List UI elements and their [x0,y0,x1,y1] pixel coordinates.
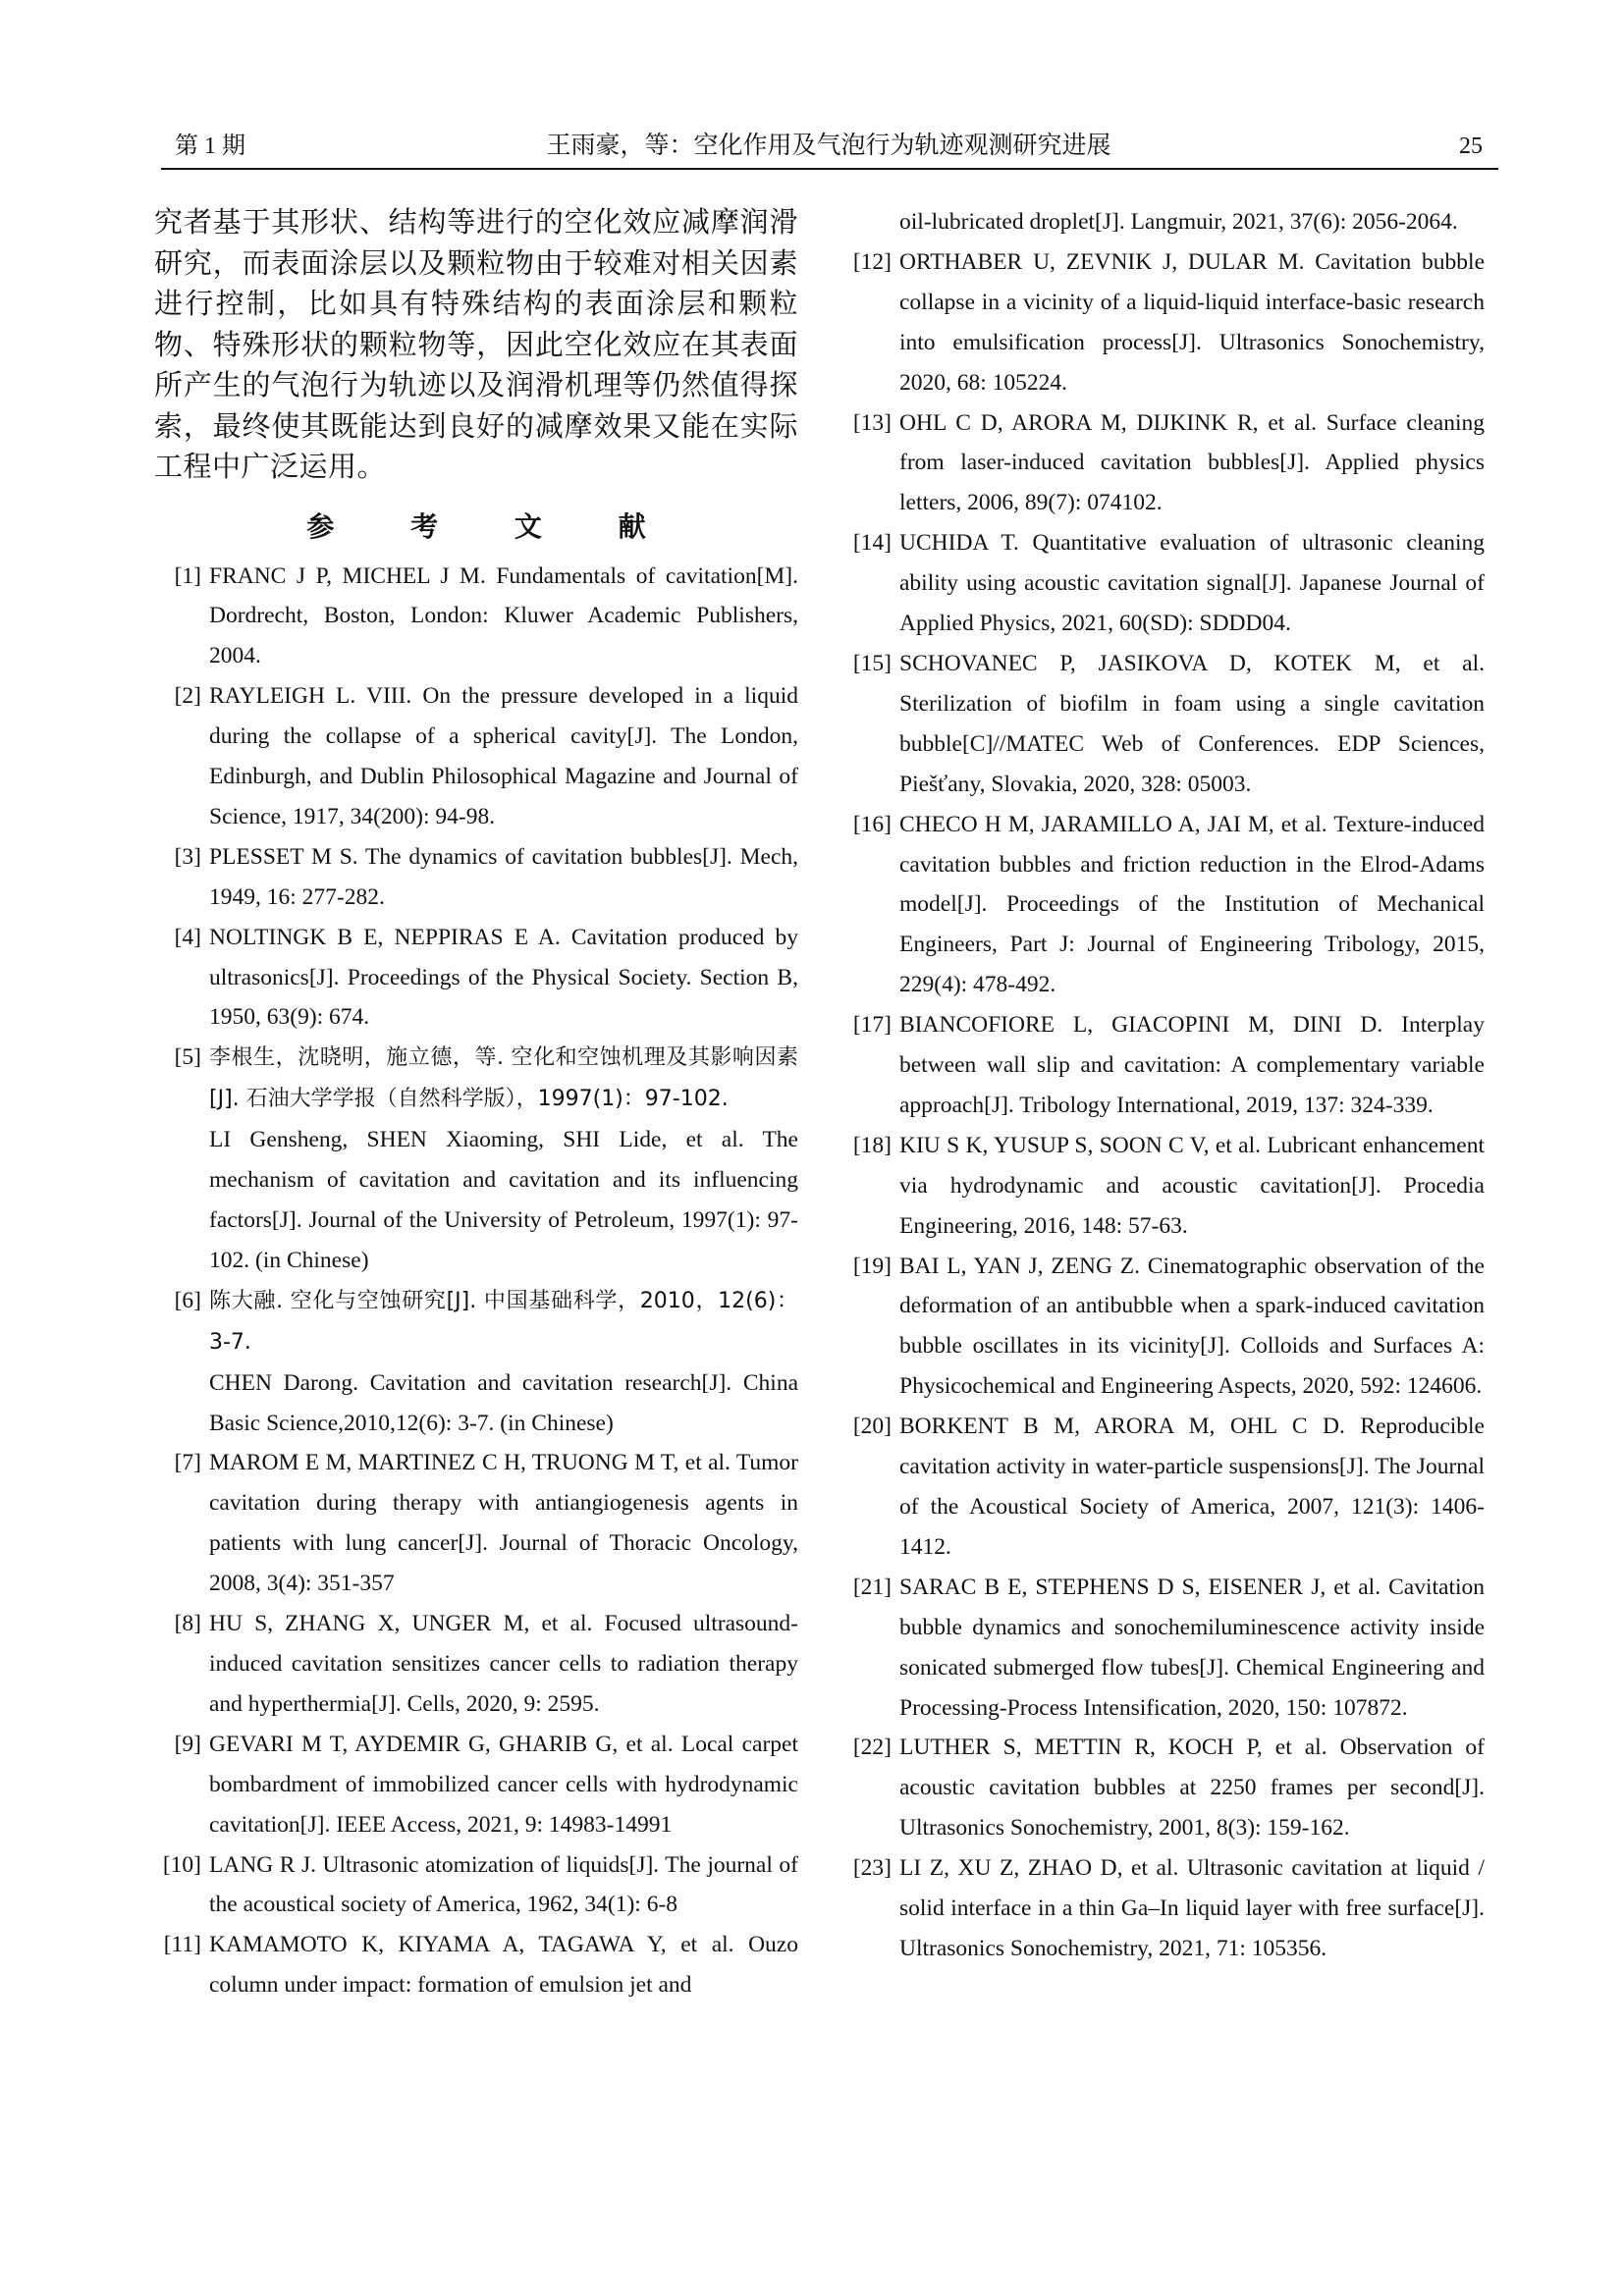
reference-item [844,403,1485,524]
reference-text: KAMAMOTO K, KIYAMA A, TAGAWA Y, et al. Ouzo column under impact: formation of emulsion jet and [209,1932,798,1999]
reference-text: SARAC B E, STEPHENS D S, EISENER J, et al. Cavitation bubble dynamics and sonochemiluminescence activity inside sonicated submerged flow tubes[J]. Chemical Engineering and Processing-Process Intensification, 2020, 150: 107872. [899,1574,1485,1721]
reference-text: LUTHER S, METTIN R, KOCH P, et al. Observation of acoustic cavitation bubbles at 2250 frames per second[J]. Ultrasonics Sonochemistry, 2001, 8(3): 159-162. [899,1735,1485,1842]
reference-item [154,1604,798,1725]
reference-text: KIU S K, YUSUP S, SOON C V, et al. Lubricant enhancement via hydrodynamic and acoustic cavitation[J]. Procedia Engineering, 2016, 148: 57-63. [899,1132,1485,1239]
reference-text: GEVARI M T, AYDEMIR G, GHARIB G, et al. Local carpet bombardment of immobilized cancer cells with hydrodynamic cavitation[J]. IEEE Access, 2021, 9: 14983-14991 [209,1731,798,1838]
reference-item [154,918,798,1039]
right-column [844,202,1485,1969]
reference-text: SCHOVANEC P, JASIKOVA D, KOTEK M, et al. Sterilization of biofilm in foam using a single cavitation bubble[C]//MATEC Web of Conferences. EDP Sciences, Piešťany, Slovakia, 2020, 328: 05003. [899,650,1485,797]
reference-item [844,644,1485,805]
reference-text: LANG R J. Ultrasonic atomization of liquids[J]. The journal of the acoustical society of America, 1962, 34(1): 6-8 [209,1851,798,1918]
reference-number: [20] [852,1414,892,1440]
body-paragraph: 究者基于其形状、结构等进行的空化效应减摩润滑研究，而表面涂层以及颗粒物由于较难对相关因素进行控制，比如具有特殊结构的表面涂层和颗粒物、特殊形状的颗粒物等，因此空化效应在其表面所产生的气泡行为轨迹以及润滑机理等仍然值得探索，最终使其既能达到良好的减摩效果又能在实际工程中广泛运用。 [154,205,798,483]
reference-number: [11] [163,1932,201,1958]
reference-text: 陈大融. 空化与空蚀研究[J]. 中国基础科学，2010，12(6)：3-7. [209,1288,798,1355]
reference-number: [16] [852,811,892,837]
header-rule [161,168,1498,170]
reference-text: NOLTINGK B E, NEPPIRAS E A. Cavitation produced by ultrasonics[J]. Proceedings of the Physical Society. Section B, 1950, 63(9): 674. [209,924,798,1031]
reference-number: [9] [174,1731,201,1757]
reference-text: RAYLEIGH L. VIII. On the pressure developed in a liquid during the collapse of a spherical cavity[J]. The London, Edinburgh, and Dublin Philosophical Magazine and Journal of Science, 1917, 34(200): 94-98. [209,683,798,829]
reference-text: UCHIDA T. Quantitative evaluation of ultrasonic cleaning ability using acoustic cavitation signal[J]. Japanese Journal of Applied Physics, 2021, 60(SD): SDDD04. [899,530,1485,637]
reference-text: BORKENT B M, ARORA M, OHL C D. Reproducible cavitation activity in water-particle suspensions[J]. The Journal of the Acoustical Society of America, 2007, 121(3): 1406-1412. [899,1414,1485,1560]
reference-number: [4] [174,924,201,950]
reference-item [154,1038,798,1280]
reference-text: ORTHABER U, ZEVNIK J, DULAR M. Cavitation bubble collapse in a vicinity of a liquid-liquid interface-basic research into emulsification process[J]. Ultrasonics Sonochemistry, 2020, 68: 105224. [899,248,1485,396]
reference-number: [7] [174,1450,201,1476]
reference-number: [15] [852,650,892,676]
reference-number: [17] [852,1012,892,1039]
reference-text: PLESSET M S. The dynamics of cavitation bubbles[J]. Mech, 1949, 16: 277-282. [209,843,798,910]
reference-number: [18] [852,1132,892,1158]
reference-text: LI Z, XU Z, ZHAO D, et al. Ultrasonic cavitation at liquid / solid interface in a thin Ga–In liquid layer with free surface[J]. Ultrasonics Sonochemistry, 2021, 71: 105356. [899,1855,1485,1961]
reference-translation: LI Gensheng, SHEN Xiaoming, SHI Lide, et al. The mechanism of cavitation and cavitation and its influencing factors[J]. Journal of the University of Petroleum, 1997(1): 97-102. (in Chinese) [209,1127,798,1273]
reference-item [844,242,1485,403]
reference-item [154,1845,798,1926]
reference-item [154,1925,798,2005]
left-column [154,202,798,2005]
reference-text: BIANCOFIORE L, GIACOPINI M, DINI D. Interplay between wall slip and cavitation: A complementary variable approach[J]. Tribology International, 2019, 137: 324-339. [899,1012,1485,1118]
reference-item [154,557,798,677]
reference-item [844,1005,1485,1126]
reference-number: [23] [852,1855,892,1882]
references-heading: 参 考 文 献 [306,509,679,543]
reference-number: [3] [174,843,201,870]
reference-number: [1] [174,562,201,589]
reference-text: MAROM E M, MARTINEZ C H, TRUONG M T, et al. Tumor cavitation during therapy with antiangiogenesis agents in patients with lung cancer[J]. Journal of Thoracic Oncology, 2008, 3(4): 351-357 [209,1450,798,1597]
reference-number: [5] [174,1044,201,1071]
reference-item [844,1247,1485,1408]
reference-item [844,1848,1485,1969]
reference-item [154,1443,798,1604]
page-number: 25 [1459,133,1483,159]
reference-text: OHL C D, ARORA M, DIJKINK R, et al. Surface cleaning from laser-induced cavitation bubbles[J]. Applied physics letters, 2006, 89(7): 074102. [899,409,1485,516]
reference-number: [6] [174,1287,201,1313]
reference-item [844,805,1485,1006]
reference-text: BAI L, YAN J, ZENG Z. Cinematographic observation of the deformation of an antibubble when a spark-induced cavitation bubble oscillates in its vicinity[J]. Colloids and Surfaces A: Physicochemical and Engineering Aspects, 2020, 592: 124606. [899,1253,1485,1400]
reference-number: [22] [852,1735,892,1761]
reference-item [154,676,798,837]
issue-number: 第 1 期 [175,133,245,159]
reference-continuation: oil-lubricated droplet[J]. Langmuir, 2021, 37(6): 2056-2064. [899,209,1458,235]
reference-text: CHECO H M, JARAMILLO A, JAI M, et al. Texture-induced cavitation bubbles and friction reduction in the Elrod-Adams model[J]. Proceedings of the Institution of Mechanical Engineers, Part J: Journal of Engineering Tribology, 2015, 229(4): 478-492. [899,811,1485,998]
running-title: 王雨豪，等：空化作用及气泡行为轨迹观测研究进展 [546,133,1111,159]
reference-text: FRANC J P, MICHEL J M. Fundamentals of cavitation[M]. Dordrecht, Boston, London: Kluwer Academic Publishers, 2004. [209,562,798,669]
reference-number: [2] [174,683,201,710]
reference-item [154,837,798,918]
reference-item [844,1126,1485,1247]
reference-number: [19] [852,1253,892,1279]
reference-item [154,1281,798,1444]
reference-item [844,1568,1485,1729]
running-header [175,130,1483,171]
reference-number: [8] [174,1611,201,1637]
reference-number: [13] [852,409,892,436]
reference-item [844,1728,1485,1848]
reference-text: HU S, ZHANG X, UNGER M, et al. Focused ultrasound-induced cavitation sensitizes cancer cells to radiation therapy and hyperthermia[J]. Cells, 2020, 9: 2595. [209,1611,798,1717]
reference-number: [21] [852,1574,892,1600]
reference-number: [12] [852,248,892,275]
reference-item [154,1725,798,1845]
reference-item [844,523,1485,644]
reference-number: [10] [162,1851,201,1878]
reference-text: 李根生，沈晓明，施立德，等. 空化和空蚀机理及其影响因素[J]. 石油大学学报（自然科学版），1997(1)：97-102. [209,1045,798,1112]
reference-number: [14] [852,530,892,557]
reference-item [844,1407,1485,1568]
reference-translation: CHEN Darong. Cavitation and cavitation research[J]. China Basic Science,2010,12(6): 3-7. (in Chinese) [209,1369,798,1436]
